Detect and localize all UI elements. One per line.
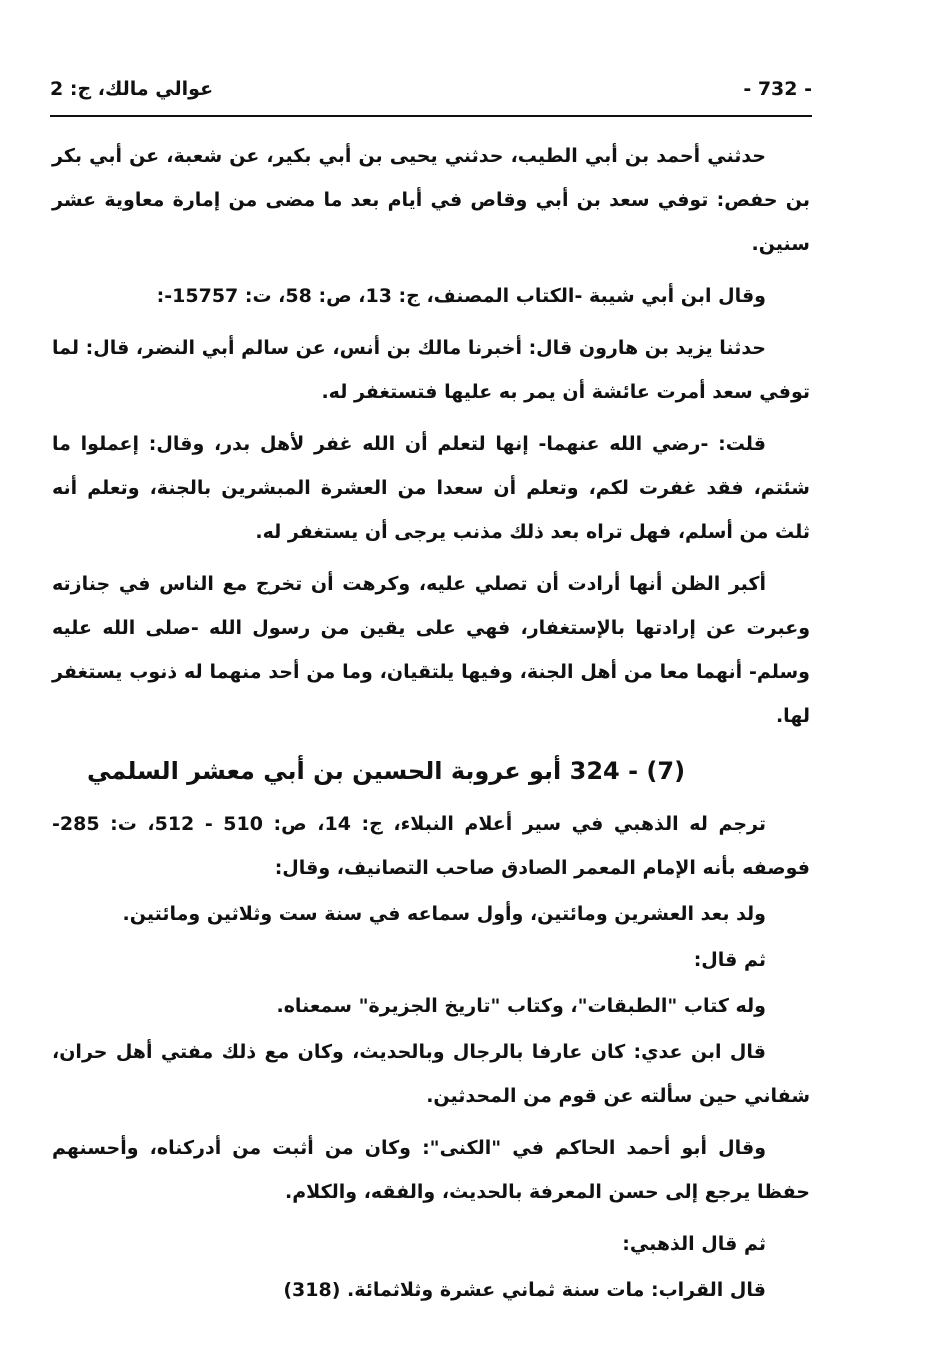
paragraph: ثم قال الذهبي: <box>622 1233 766 1255</box>
page-header <box>50 78 812 108</box>
paragraph: قال ابن عدي: كان عارفا بالرجال وبالحديث، وكان مع ذلك مفتي أهل حران، شفاني حين سألته عن قوم من المحدثين. <box>52 1041 810 1107</box>
section-heading <box>52 746 810 796</box>
paragraph: ولد بعد العشرين ومائتين، وأول سماعه في سنة ست وثلاثين ومائتين. <box>122 903 766 925</box>
paragraph: قال القراب: مات سنة ثماني عشرة وثلاثمائة. (318) <box>283 1279 766 1301</box>
paragraph: ثم قال: <box>693 949 766 971</box>
paragraph: ترجم له الذهبي في سير أعلام النبلاء، ج: 14، ص: 510 - 512، ت: 285- فوصفه بأنه الإمام المعمر الصادق صاحب التصانيف، وقال: <box>52 813 810 879</box>
paragraph: حدثنا يزيد بن هارون قال: أخبرنا مالك بن أنس، عن سالم أبي النضر، قال: لما توفي سعد أمرت عائشة أن يمر به عليها فتستغفر له. <box>52 337 810 403</box>
paragraph: أكبر الظن أنها أرادت أن تصلي عليه، وكرهت أن تخرج مع الناس في جنازته وعبرت عن إرادتها بالإستغفار، فهي على يقين من رسول الله -صلى الله عليه وسلم- أنهما معا من أهل الجنة، وفيها يلتقيان، وما من أحد منهما له ذنوب يستغفر لها. <box>52 573 810 727</box>
section-number: 324 - (7) <box>569 757 686 785</box>
paragraph: وله كتاب "الطبقات"، وكتاب "تاريخ الجزيرة" سمعناه. <box>276 995 766 1017</box>
paragraph: وقال ابن أبي شيبة -الكتاب المصنف، ج: 13، ص: 58، ت: 15757-: <box>156 285 766 307</box>
page-number: - 732 - <box>743 78 812 100</box>
paragraph: حدثني أحمد بن أبي الطيب، حدثني يحيى بن أبي بكير، عن شعبة، عن أبي بكر بن حفص: توفي سعد بن أبي وقاص في أيام بعد ما مضى من إمارة معاوية عشر سنين. <box>52 145 810 255</box>
paragraph: وقال أبو أحمد الحاكم في "الكنى": وكان من أثبت من أدركناه، وأحسنهم حفظا يرجع إلى حسن المعرفة بالحديث، والفقه، والكلام. <box>52 1137 810 1203</box>
running-title: عوالي مالك، ج: 2 <box>50 78 214 100</box>
body-text <box>52 134 810 1314</box>
header-divider <box>50 115 812 117</box>
paragraph: قلت: -رضي الله عنهما- إنها لتعلم أن الله غفر لأهل بدر، وقال: إعملوا ما شئتم، فقد غفرت لكم، وتعلم أن سعدا من العشرة المبشرين بالجنة، وتعلم أنه ثلث من أسلم، فهل تراه بعد ذلك مذنب يرجى أن يستغفر له. <box>52 433 810 543</box>
section-title: أبو عروبة الحسين بن أبي معشر السلمي <box>86 757 562 785</box>
